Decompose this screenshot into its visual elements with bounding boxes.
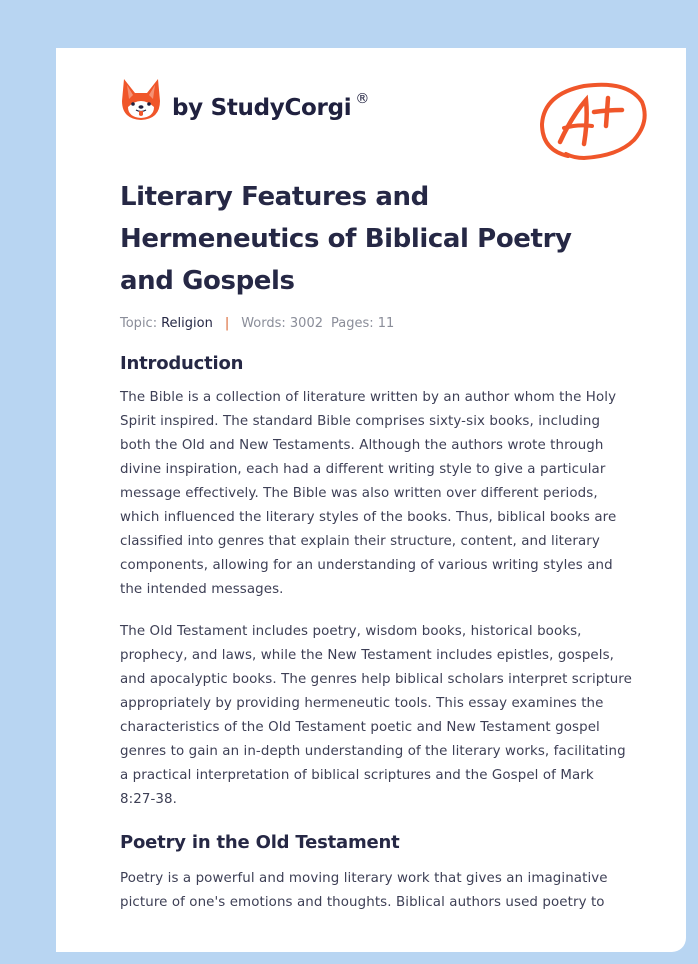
page-count: Pages: 11 [331,316,395,331]
section-heading-poetry: Poetry in the Old Testament [120,832,400,853]
meta-separator: | [224,316,230,331]
topic-link[interactable]: Religion [161,316,213,331]
paragraph: Poetry is a powerful and moving literary work that gives an imaginative picture of one's emotions and thoughts. Biblical authors used poetry to [120,871,608,910]
a-plus-grade-icon [538,80,650,164]
article-meta [120,316,632,331]
studycorgi-logo[interactable] [120,74,369,126]
section-heading-introduction: Introduction [120,353,244,374]
topic-label: Topic: [120,316,158,331]
brand-text: by StudyCorgi [172,95,352,121]
paragraph: The Bible is a collection of literature written by an author whom the Holy Spirit inspired. The standard Bible comprises sixty-six books, including both the Old and New Testaments. Although the authors wrote through divine inspiration, each had a different writing style to give a particular message effectively. The Bible was also written over different periods, which influenced the literary styles of the books. Thus, biblical books are classified into genres that explain their structure, content, and literary components, allowing for an understanding of various writing styles and the intended messages. [120,390,617,597]
word-count: Words: 3002 [241,316,323,331]
article-title: Literary Features and Hermeneutics of Biblical Poetry and Gospels [120,182,572,296]
article-content [120,176,632,915]
brand-name [172,91,370,121]
page-header [120,74,650,144]
corgi-logo-icon [120,77,162,123]
paragraph: The Old Testament includes poetry, wisdom books, historical books, prophecy, and laws, while the New Testament includes epistles, gospels, and apocalyptic books. The genres help biblical scholars interpret scripture appropriately by providing hermeneutic tools. This essay examines the characteristics of the Old Testament poetic and New Testament gospel genres to gain an in-depth understanding of the literary works, facilitating a practical interpretation of biblical scriptures and the Gospel of Mark 8:27-38. [120,624,632,807]
registered-mark: ® [355,91,370,107]
document-card [56,48,686,952]
